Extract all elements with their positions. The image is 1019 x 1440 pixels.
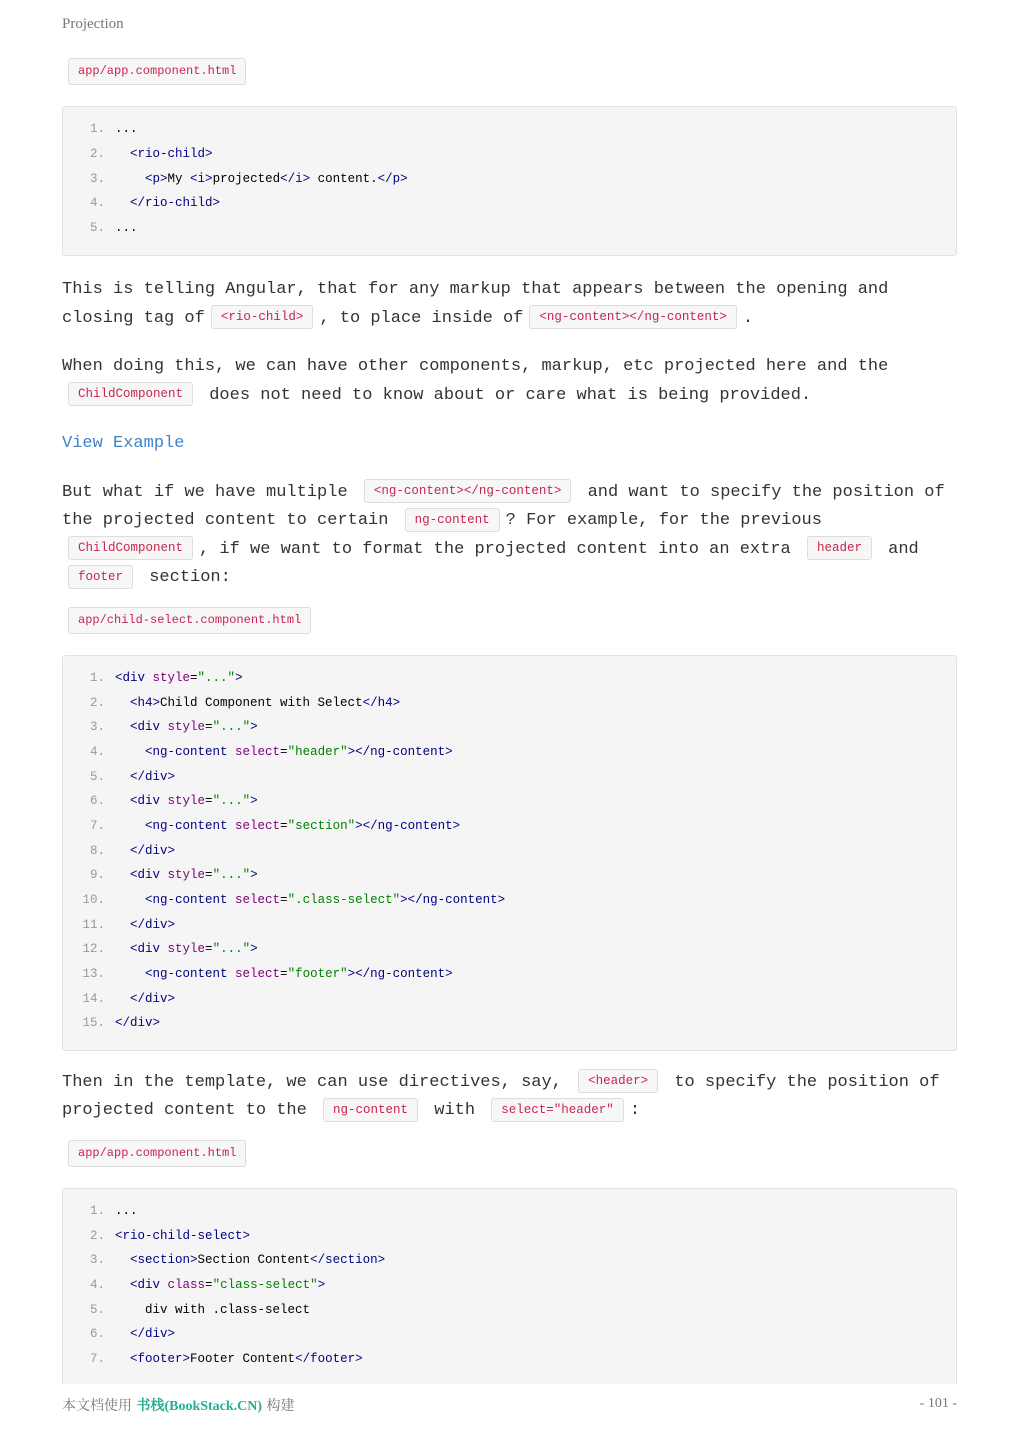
code-line: [63, 1223, 956, 1248]
code-token: div with .class-select: [115, 1302, 311, 1317]
code-text: [115, 794, 258, 808]
inline-code: ChildComponent: [68, 382, 193, 406]
document-body: [62, 58, 957, 1384]
code-line: [63, 690, 956, 715]
line-number: 5.: [89, 1302, 105, 1317]
code-token: select: [235, 744, 281, 759]
code-token: >: [317, 1277, 326, 1292]
inline-code: ng-content: [323, 1098, 418, 1122]
code-token: <div: [130, 794, 168, 809]
line-number: 6.: [89, 1327, 105, 1342]
code-token: ></ng-content>: [400, 893, 506, 908]
code-token: style: [167, 794, 206, 809]
file-label-row-2: [62, 607, 957, 637]
code-line: [63, 912, 956, 937]
code-token: </h4>: [362, 695, 401, 710]
code-token: "footer": [287, 967, 348, 982]
inline-code: header: [807, 536, 872, 560]
code-token: Child Component with Select: [160, 695, 363, 710]
code-line: [63, 789, 956, 814]
code-text: [115, 967, 453, 981]
inline-code: <rio-child>: [211, 305, 314, 329]
para-text: with: [434, 1101, 476, 1120]
code-token: <rio-child-select>: [115, 1228, 251, 1243]
code-token: "...": [212, 868, 251, 883]
code-token: <ng-content: [145, 818, 236, 833]
code-token: style: [167, 942, 206, 957]
para-text: and: [888, 539, 919, 559]
line-number: 2.: [89, 695, 105, 710]
line-number: 7.: [89, 1351, 105, 1366]
code-token: ".class-select": [287, 893, 401, 908]
code-token: =: [205, 1277, 213, 1292]
code-token: [115, 942, 130, 956]
code-token: ...: [115, 221, 138, 236]
paragraph-4: [62, 1069, 957, 1126]
code-text: [115, 918, 175, 932]
code-text: [115, 992, 175, 1006]
code-token: =: [190, 670, 198, 685]
code-token: <footer>: [130, 1351, 191, 1366]
code-token: [115, 1352, 130, 1366]
code-line: [63, 937, 956, 962]
code-text: [115, 720, 258, 734]
file-label-row-3: [62, 1140, 957, 1170]
para-text: But what if we have multiple: [62, 482, 348, 502]
code-token: =: [280, 818, 288, 833]
code-token: "...": [212, 794, 251, 809]
code-line: [63, 814, 956, 839]
paragraph-2: [62, 353, 957, 410]
line-number: 12.: [82, 942, 105, 957]
page-header-title: Projection: [62, 16, 124, 32]
code-text: [115, 893, 505, 907]
line-number: 5.: [89, 221, 105, 236]
code-token: [115, 868, 130, 882]
code-token: <section>: [130, 1253, 198, 1268]
code-token: Footer Content: [190, 1351, 296, 1366]
line-number: 3.: [89, 1253, 105, 1268]
line-number: 2.: [89, 1228, 105, 1243]
code-token: class: [167, 1277, 206, 1292]
inline-code: ChildComponent: [68, 536, 193, 560]
code-token: style: [167, 720, 206, 735]
code-token: <ng-content: [145, 893, 236, 908]
para-text: :: [629, 1101, 641, 1120]
code-token: =: [205, 720, 213, 735]
code-token: select: [235, 893, 281, 908]
link-paragraph: [62, 430, 957, 459]
code-text: [115, 696, 400, 710]
para-text: When doing this, we can have other components, markup, etc projected here and the: [62, 357, 889, 376]
para-text: , if we want to format the projected content into an extra: [199, 539, 791, 559]
code-token: [115, 147, 130, 161]
code-token: ...: [115, 122, 138, 137]
code-token: ></ng-content>: [347, 744, 453, 759]
para-text: does not need to know about or care what is being provided.: [209, 385, 812, 405]
code-token: Section Content: [197, 1253, 311, 1268]
inline-code: ng-content: [405, 508, 500, 532]
line-number: 15.: [82, 1016, 105, 1031]
code-token: "...": [212, 942, 251, 957]
view-example-link[interactable]: View Example: [62, 434, 185, 453]
code-token: </div>: [130, 1327, 176, 1342]
para-text: ? For example, for the previous: [505, 511, 822, 530]
line-number: 4.: [89, 1277, 105, 1292]
line-number: 1.: [89, 670, 105, 685]
line-number: 11.: [82, 917, 105, 932]
para-text: and want to specify the position of the projected content to certain: [62, 482, 945, 530]
code-text: [115, 671, 243, 685]
line-number: 2.: [89, 147, 105, 162]
code-token: </div>: [130, 769, 176, 784]
para-text: This is telling Angular, that for any markup that appears between the opening and closing tag of: [62, 280, 889, 328]
para-text: .: [742, 308, 754, 328]
code-token: [115, 992, 130, 1006]
code-text: [115, 1229, 250, 1243]
code-token: <ng-content: [145, 744, 236, 759]
code-token: =: [280, 967, 288, 982]
code-token: [115, 794, 130, 808]
code-token: style: [152, 670, 191, 685]
code-token: [115, 967, 145, 981]
line-number: 13.: [82, 967, 105, 982]
code-token: "section": [287, 818, 356, 833]
code-token: =: [205, 942, 213, 957]
code-line: [63, 888, 956, 913]
line-number: 1.: [89, 122, 105, 137]
code-text: [115, 868, 258, 882]
code-token: <div: [130, 942, 168, 957]
code-token: [115, 844, 130, 858]
code-block-2: [62, 655, 957, 1051]
line-number: 14.: [82, 991, 105, 1006]
code-token: =: [280, 893, 288, 908]
bookstack-link[interactable]: 书栈(BookStack.CN): [136, 1399, 263, 1414]
code-token: [115, 819, 145, 833]
code-text: [115, 942, 258, 956]
page-number: - 101 -: [919, 1396, 957, 1411]
code-token: </i>: [280, 171, 311, 186]
line-number: 9.: [89, 868, 105, 883]
code-token: >: [250, 720, 258, 735]
code-token: </div>: [130, 917, 176, 932]
line-number: 4.: [89, 196, 105, 211]
code-token: [115, 893, 145, 907]
code-token: [115, 918, 130, 932]
code-token: <div: [115, 670, 153, 685]
line-number: 5.: [89, 769, 105, 784]
code-token: select: [235, 967, 281, 982]
code-token: <div: [130, 1277, 168, 1292]
code-token: [115, 1278, 130, 1292]
code-line: [63, 1248, 956, 1273]
inline-code: select="header": [491, 1098, 624, 1122]
code-text: [115, 1016, 160, 1030]
file-label-row-1: [62, 58, 957, 88]
code-text: [115, 172, 408, 186]
code-token: </footer>: [295, 1351, 363, 1366]
code-token: <ng-content: [145, 967, 236, 982]
code-block-1: [62, 106, 957, 256]
para-text: , to place inside of: [319, 308, 524, 328]
code-token: >: [250, 942, 258, 957]
code-block-3: [62, 1188, 957, 1384]
inline-code: footer: [68, 565, 133, 589]
code-text: [115, 770, 175, 784]
code-token: =: [205, 794, 213, 809]
line-number: 4.: [89, 744, 105, 759]
code-line: [63, 764, 956, 789]
code-token: >: [235, 670, 243, 685]
code-token: </section>: [310, 1253, 386, 1268]
code-line: [63, 166, 956, 191]
code-line: [63, 191, 956, 216]
code-line: [63, 216, 956, 241]
code-line: [63, 986, 956, 1011]
code-line: [63, 962, 956, 987]
code-text: [115, 1204, 138, 1218]
code-token: <h4>: [130, 695, 161, 710]
file-label: app/child-select.component.html: [68, 607, 311, 634]
code-token: </div>: [130, 843, 176, 858]
inline-code: <ng-content></ng-content>: [529, 305, 737, 329]
code-line: [63, 666, 956, 691]
code-text: [115, 147, 213, 161]
code-token: >: [250, 868, 258, 883]
code-token: "class-select": [212, 1277, 318, 1292]
code-text: [115, 844, 175, 858]
code-token: "...": [197, 670, 236, 685]
para-text: Then in the template, we can use directives, say,: [62, 1072, 562, 1092]
code-token: style: [167, 868, 206, 883]
code-line: [63, 1322, 956, 1347]
footer-prefix: 本文档使用: [62, 1398, 132, 1414]
code-token: <div: [130, 720, 168, 735]
line-number: 7.: [89, 818, 105, 833]
code-token: </div>: [130, 991, 176, 1006]
code-token: ...: [115, 1203, 138, 1218]
para-text: to specify the position of projected content to the: [62, 1072, 940, 1120]
code-token: [115, 196, 130, 210]
inline-code: <header>: [578, 1069, 658, 1093]
code-line: [63, 1273, 956, 1298]
code-line: [63, 740, 956, 765]
code-token: [115, 1253, 130, 1267]
code-token: [115, 770, 130, 784]
code-token: [115, 172, 145, 186]
code-token: </rio-child>: [130, 196, 221, 211]
code-text: [115, 196, 220, 210]
code-line: [63, 1347, 956, 1372]
code-text: [115, 1303, 310, 1317]
code-line: [63, 863, 956, 888]
code-token: My: [167, 171, 191, 186]
code-token: "...": [212, 720, 251, 735]
code-line: [63, 838, 956, 863]
code-token: =: [280, 744, 288, 759]
code-token: content.: [310, 171, 378, 186]
code-text: [115, 1352, 363, 1366]
code-token: <i>: [190, 171, 213, 186]
code-token: [115, 720, 130, 734]
inline-code: <ng-content></ng-content>: [364, 479, 572, 503]
file-label: app/app.component.html: [68, 58, 246, 85]
file-label: app/app.component.html: [68, 1140, 246, 1167]
code-token: [115, 745, 145, 759]
code-token: ></ng-content>: [355, 818, 461, 833]
code-text: [115, 122, 138, 136]
code-token: ></ng-content>: [347, 967, 453, 982]
code-token: </div>: [115, 1016, 161, 1031]
code-token: select: [235, 818, 281, 833]
footer-credit: [62, 1395, 295, 1415]
code-text: [115, 819, 460, 833]
code-line: [63, 142, 956, 167]
code-token: projected: [212, 171, 281, 186]
code-token: "header": [287, 744, 348, 759]
line-number: 10.: [82, 893, 105, 908]
code-token: [115, 1327, 130, 1341]
code-token: [115, 696, 130, 710]
code-line: [63, 1297, 956, 1322]
line-number: 1.: [89, 1203, 105, 1218]
para-text: section:: [149, 568, 231, 587]
line-number: 6.: [89, 794, 105, 809]
code-line: [63, 117, 956, 142]
code-token: <div: [130, 868, 168, 883]
paragraph-3: [62, 479, 957, 593]
footer-suffix: 构建: [266, 1398, 295, 1414]
line-number: 8.: [89, 843, 105, 858]
code-token: <p>: [145, 171, 168, 186]
code-line: [63, 1011, 956, 1036]
code-line: [63, 715, 956, 740]
paragraph-1: [62, 276, 957, 333]
line-number: 3.: [89, 720, 105, 735]
code-token: =: [205, 868, 213, 883]
code-text: [115, 1327, 175, 1341]
code-token: <rio-child>: [130, 147, 213, 162]
code-text: [115, 1253, 385, 1267]
code-token: >: [250, 794, 258, 809]
code-token: </p>: [377, 171, 408, 186]
code-text: [115, 745, 453, 759]
code-line: [63, 1199, 956, 1224]
code-text: [115, 221, 138, 235]
line-number: 3.: [89, 171, 105, 186]
code-text: [115, 1278, 325, 1292]
